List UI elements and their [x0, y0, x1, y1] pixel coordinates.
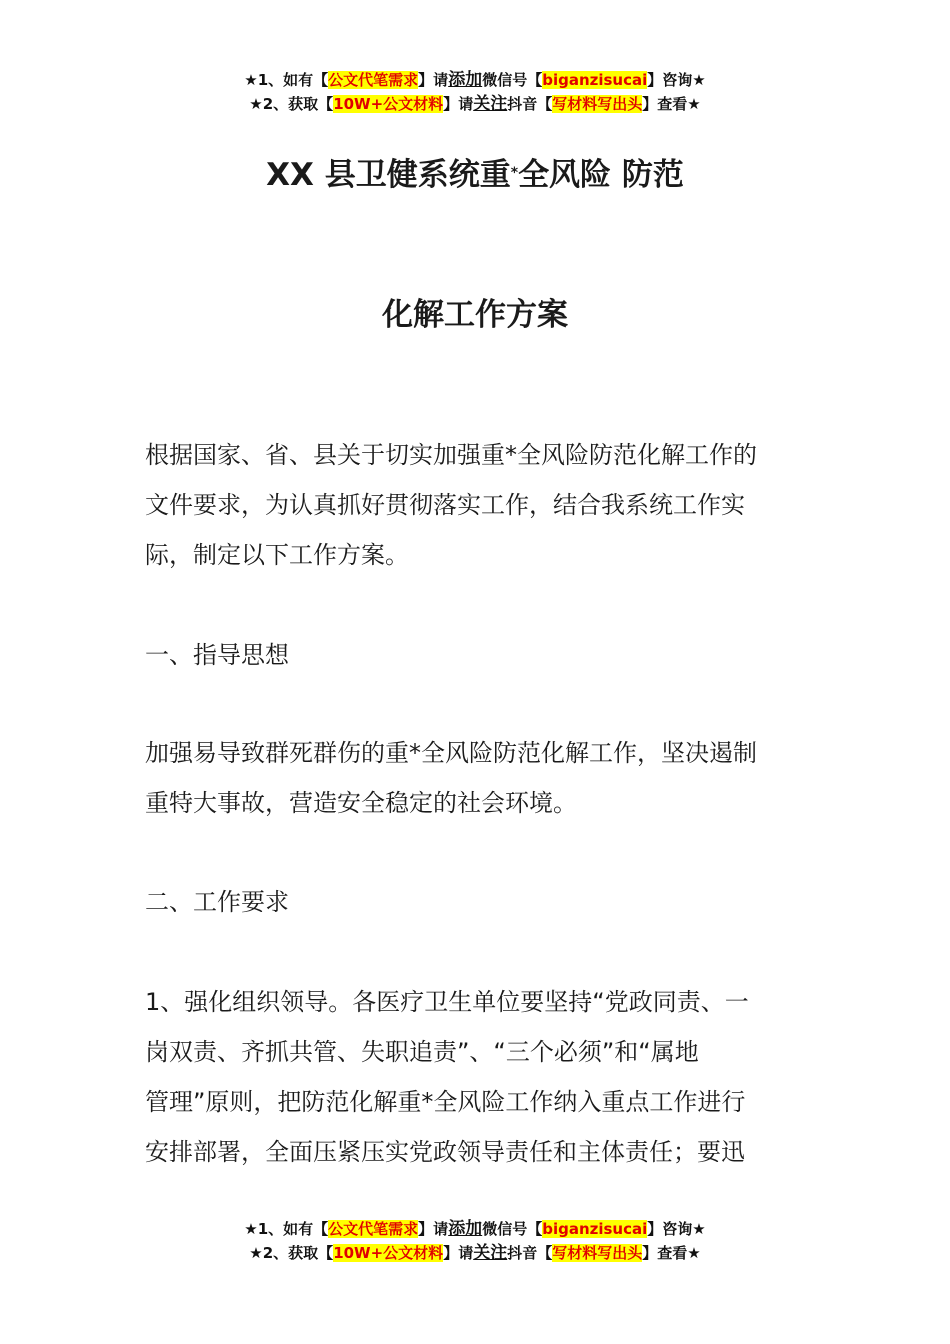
- douyin-id: 写材料写出头: [552, 1244, 643, 1262]
- section-heading-2: 二、工作要求: [145, 888, 289, 916]
- footer-banner: [0, 1217, 950, 1265]
- underlined-text: 关注: [473, 1243, 508, 1263]
- banner-line-2: ★2、获取【10W+公文材料】请关注抖音【写材料写出头】查看★: [249, 94, 701, 114]
- highlight-text: 公文代笔需求: [328, 1220, 419, 1238]
- underlined-text: 添加: [448, 1219, 483, 1239]
- highlight-text: 10W+公文材料: [333, 95, 444, 113]
- document-title-line-2: 化解工作方案: [382, 297, 568, 333]
- highlight-text: 10W+公文材料: [333, 1244, 444, 1262]
- banner-line-1: ★1、如有【公文代笔需求】请添加微信号【biganzisucai】咨询★: [244, 70, 706, 90]
- document-title-line-1: XX 县卫健系统重*全风险 防范: [266, 157, 684, 193]
- wechat-id: biganzisucai: [542, 1220, 648, 1238]
- requirement-item-1: 1、强化组织领导。各医疗卫生单位要坚持“党政同责、一 岗双责、齐抓共管、失职追责”、“三个必须”和“属地 管理”原则，把防范化解重*全风险工作纳入重点工作进行 安排部署，全面压紧压实党政领导责任和主体责任；要迅: [145, 988, 749, 1166]
- underlined-text: 添加: [448, 70, 483, 90]
- section-heading-1: 一、指导思想: [145, 641, 289, 669]
- highlight-text: 公文代笔需求: [328, 71, 419, 89]
- douyin-id: 写材料写出头: [552, 95, 643, 113]
- banner-line-1: ★1、如有【公文代笔需求】请添加微信号【biganzisucai】咨询★: [244, 1219, 706, 1239]
- underlined-text: 关注: [473, 94, 508, 114]
- intro-paragraph: 根据国家、省、县关于切实加强重*全风险防范化解工作的 文件要求，为认真抓好贯彻落实工作，结合我系统工作实 际，制定以下工作方案。: [145, 441, 757, 569]
- header-banner: [0, 68, 950, 116]
- wechat-id: biganzisucai: [542, 71, 648, 89]
- banner-line-2: ★2、获取【10W+公文材料】请关注抖音【写材料写出头】查看★: [249, 1243, 701, 1263]
- guide-paragraph: 加强易导致群死群伤的重*全风险防范化解工作，坚决遏制 重特大事故，营造安全稳定的社会环境。: [145, 739, 757, 817]
